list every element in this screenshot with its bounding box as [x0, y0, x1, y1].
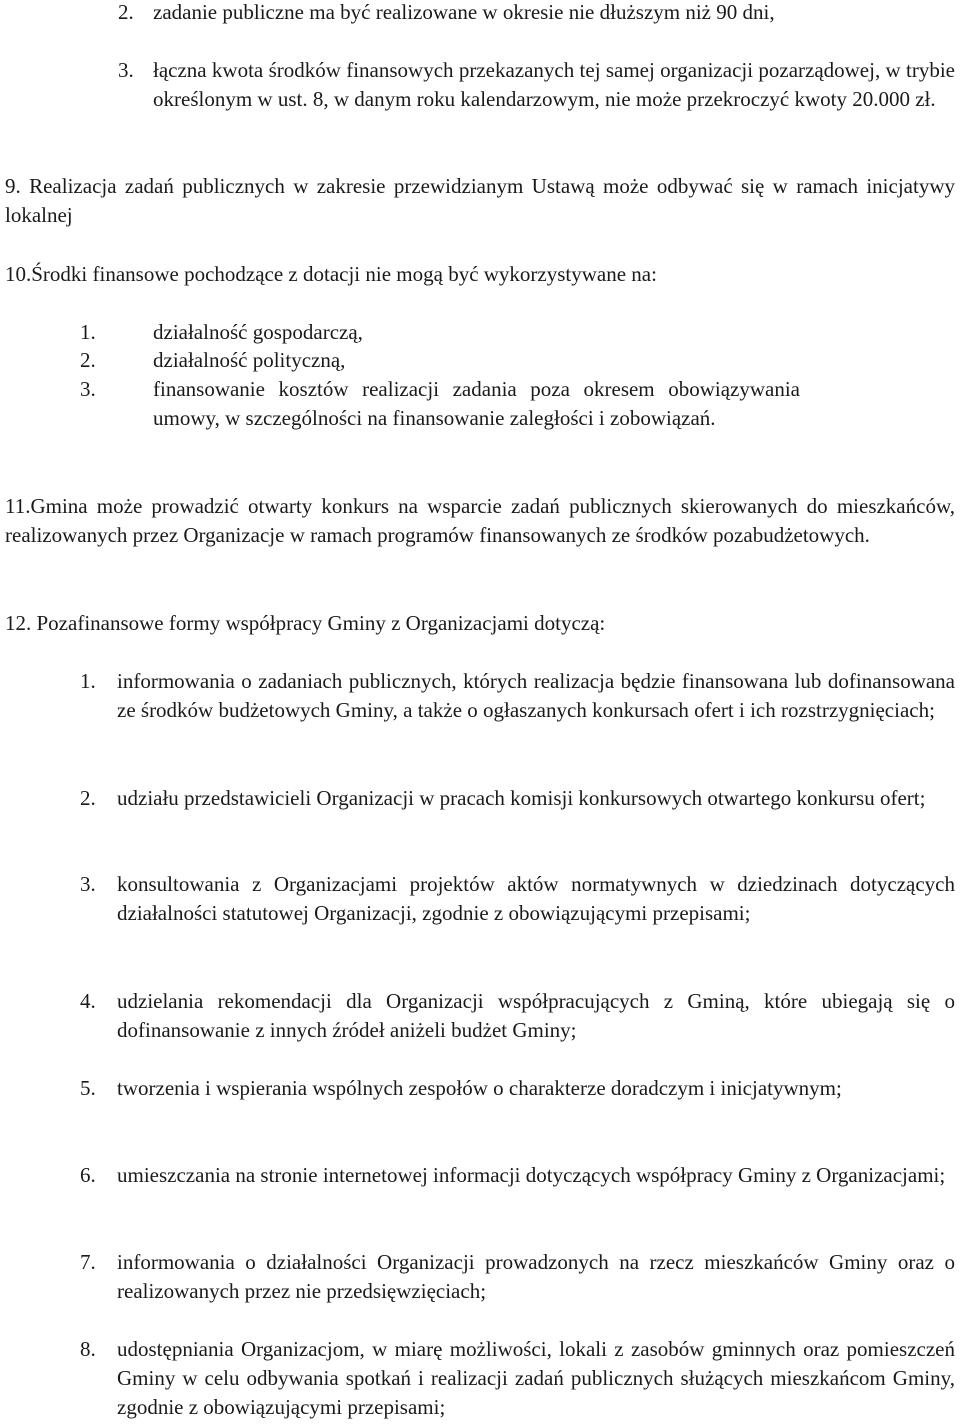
list-item-text: informowania o zadaniach publicznych, których realizacja będzie finansowana lub dofinansowana ze środków budżetowych Gminy, a także o ogłaszanych konkursach ofert i ich rozstrzygnięciach; [117, 669, 955, 722]
list-item [118, 56, 955, 114]
list-item-number: 6. [80, 1163, 96, 1187]
list-item-text: finansowanie kosztów realizacji zadania poza okresem obowiązywania umowy, w szczególności na finansowanie zaległości i zobowiązań. [153, 377, 800, 430]
list-item-number: 8. [80, 1337, 96, 1361]
list-item-text: udziału przedstawicieli Organizacji w pracach komisji konkursowych otwartego konkursu ofert; [117, 786, 926, 810]
list-item-number: 1. [80, 669, 96, 693]
paragraph-9: 9. Realizacja zadań publicznych w zakresie przewidzianym Ustawą może odbywać się w ramach inicjatywy lokalnej [5, 174, 955, 227]
list-item [118, 0, 898, 27]
list-item-number: 1. [80, 320, 96, 344]
list-item [80, 987, 955, 1045]
list-item-number: 3. [118, 58, 134, 82]
list-item [80, 784, 955, 813]
list-item [80, 346, 880, 375]
list-item-number: 2. [80, 348, 96, 372]
list-item-text: informowania o działalności Organizacji prowadzonych na rzecz mieszkańców Gminy oraz o realizowanych przez nie przedsięwzięciach; [117, 1250, 955, 1303]
paragraph-10: 10.Środki finansowe pochodzące z dotacji nie mogą być wykorzystywane na: [5, 262, 657, 286]
list-item [80, 1248, 955, 1306]
list-item-number: 3. [80, 377, 96, 401]
list-item-text: zadanie publiczne ma być realizowane w okresie nie dłuższym niż 90 dni, [153, 0, 775, 24]
list-item-text: konsultowania z Organizacjami projektów aktów normatywnych w dziedzinach dotyczących działalności statutowej Organizacji, zgodnie z obowiązującymi przepisami; [117, 872, 955, 925]
list-item-text: działalność polityczną, [153, 348, 346, 372]
list-item-text: udzielania rekomendacji dla Organizacji współpracujących z Gminą, które ubiegają się o dofinansowanie z innych źródeł aniżeli budżet Gminy; [117, 989, 955, 1042]
list-item-text: umieszczania na stronie internetowej informacji dotyczących współpracy Gminy z Organizacjami; [117, 1163, 946, 1187]
list-item [80, 870, 955, 928]
list-item-text: udostępniania Organizacjom, w miarę możliwości, lokali z zasobów gminnych oraz pomieszczeń Gminy w celu odbywania spotkań i realizacji zadań publicznych służących mieszkańcom Gminy, zgodnie z obowiązującymi przepisami; [117, 1337, 955, 1419]
list-item-text: łączna kwota środków finansowych przekazanych tej samej organizacji pozarządowej, w trybie określonym w ust. 8, w danym roku kalendarzowym, nie może przekroczyć kwoty 20.000 zł. [153, 58, 955, 111]
list-item-text: działalność gospodarczą, [153, 320, 363, 344]
list-item-text: tworzenia i wspierania wspólnych zespołów o charakterze doradczym i inicjatywnym; [117, 1076, 842, 1100]
list-item [80, 375, 800, 433]
list-item [80, 667, 955, 725]
list-item [80, 1074, 955, 1103]
list-item-number: 7. [80, 1250, 96, 1274]
paragraph-12: 12. Pozafinansowe formy współpracy Gminy z Organizacjami dotyczą: [5, 611, 606, 635]
list-item-number: 3. [80, 872, 96, 896]
paragraph-11: 11.Gmina może prowadzić otwarty konkurs na wsparcie zadań publicznych skierowanych do mieszkańców, realizowanych przez Organizacje w ramach programów finansowanych ze środków pozabudżetowych. [5, 494, 955, 547]
list-item [80, 1161, 955, 1190]
list-item [80, 1335, 955, 1422]
list-item-number: 5. [80, 1076, 96, 1100]
list-item [80, 318, 880, 347]
list-item-number: 2. [118, 0, 134, 24]
list-item-number: 2. [80, 786, 96, 810]
list-item-number: 4. [80, 989, 96, 1013]
